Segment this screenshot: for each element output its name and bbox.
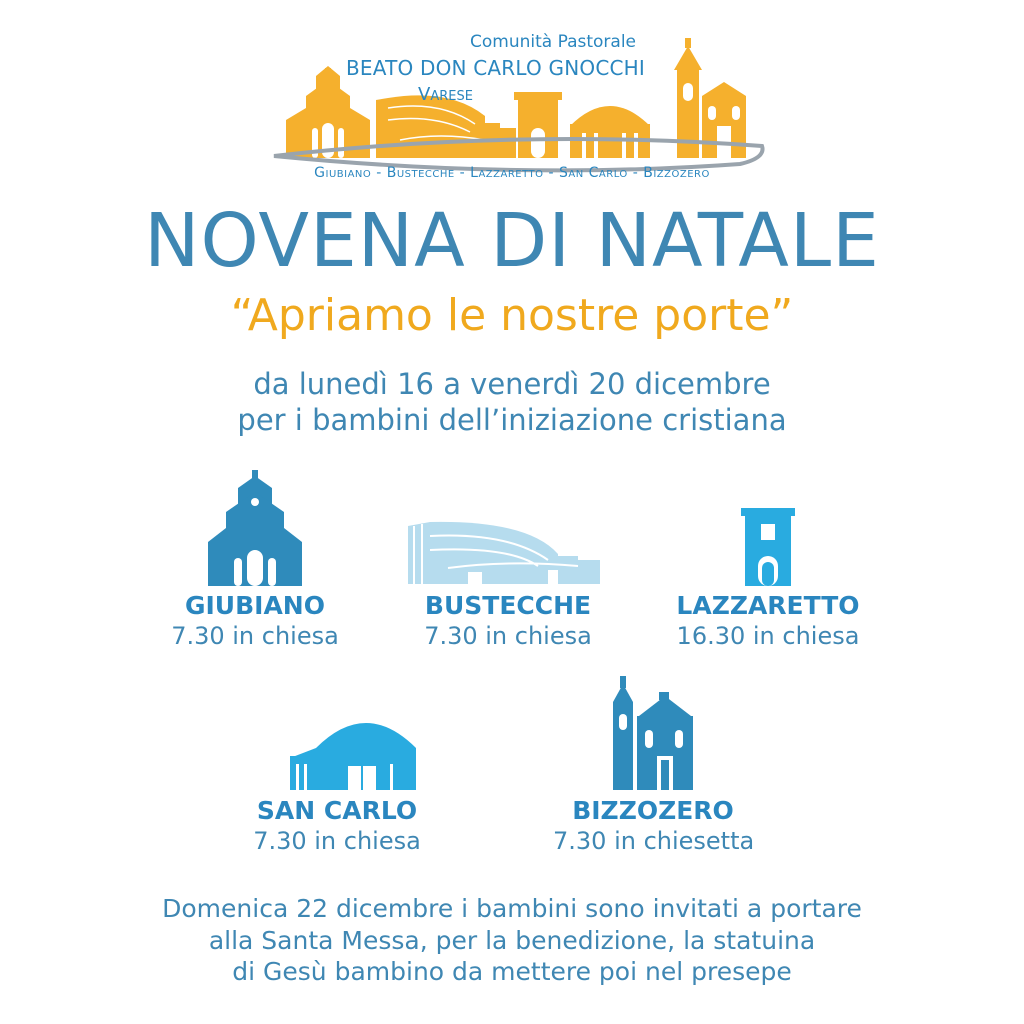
- audience-line: per i bambini dell’iniziazione cristiana: [237, 403, 787, 438]
- lazzaretto-chapel-icon: [741, 508, 795, 586]
- org-city: Varese: [418, 84, 473, 105]
- giubiano-church-icon: [208, 468, 302, 586]
- place-name-san-carlo: SAN CARLO: [256, 796, 418, 825]
- place-time-bustecche: 7.30 in chiesa: [424, 622, 592, 650]
- bustecche-church-icon: [408, 520, 600, 584]
- footer-line: Domenica 22 dicembre i bambini sono invitati a portare: [162, 894, 862, 923]
- parish-list: Giubiano - Bustecche - Lazzaretto - San Carlo - Bizzozero: [314, 165, 710, 181]
- san-carlo-church-icon: [290, 712, 418, 790]
- footer-note: [0, 893, 1024, 988]
- place-time-giubiano: 7.30 in chiesa: [171, 622, 339, 650]
- org-name-line1: Comunità Pastorale: [470, 32, 637, 52]
- place-name-giubiano: GIUBIANO: [184, 591, 325, 620]
- footer-line: alla Santa Messa, per la benedizione, la statuina: [208, 925, 816, 955]
- date-line: da lunedì 16 a venerdì 20 dicembre: [253, 367, 771, 401]
- page-subtitle: “Apriamo le nostre porte”: [230, 290, 794, 341]
- page-title: NOVENA DI NATALE: [144, 198, 880, 284]
- place-name-lazzaretto: LAZZARETTO: [676, 591, 860, 620]
- date-info: [0, 366, 1024, 439]
- place-time-lazzaretto: 16.30 in chiesa: [676, 622, 860, 650]
- footer-line: di Gesù bambino da mettere poi nel presepe: [232, 957, 792, 986]
- org-name-line2: BEATO DON CARLO GNOCCHI: [346, 56, 646, 80]
- bizzozero-church-icon: [613, 676, 695, 790]
- place-name-bustecche: BUSTECCHE: [424, 591, 592, 620]
- place-time-bizzozero: 7.30 in chiesetta: [553, 827, 755, 855]
- place-name-bizzozero: BIZZOZERO: [572, 796, 734, 825]
- place-time-san-carlo: 7.30 in chiesa: [253, 827, 421, 855]
